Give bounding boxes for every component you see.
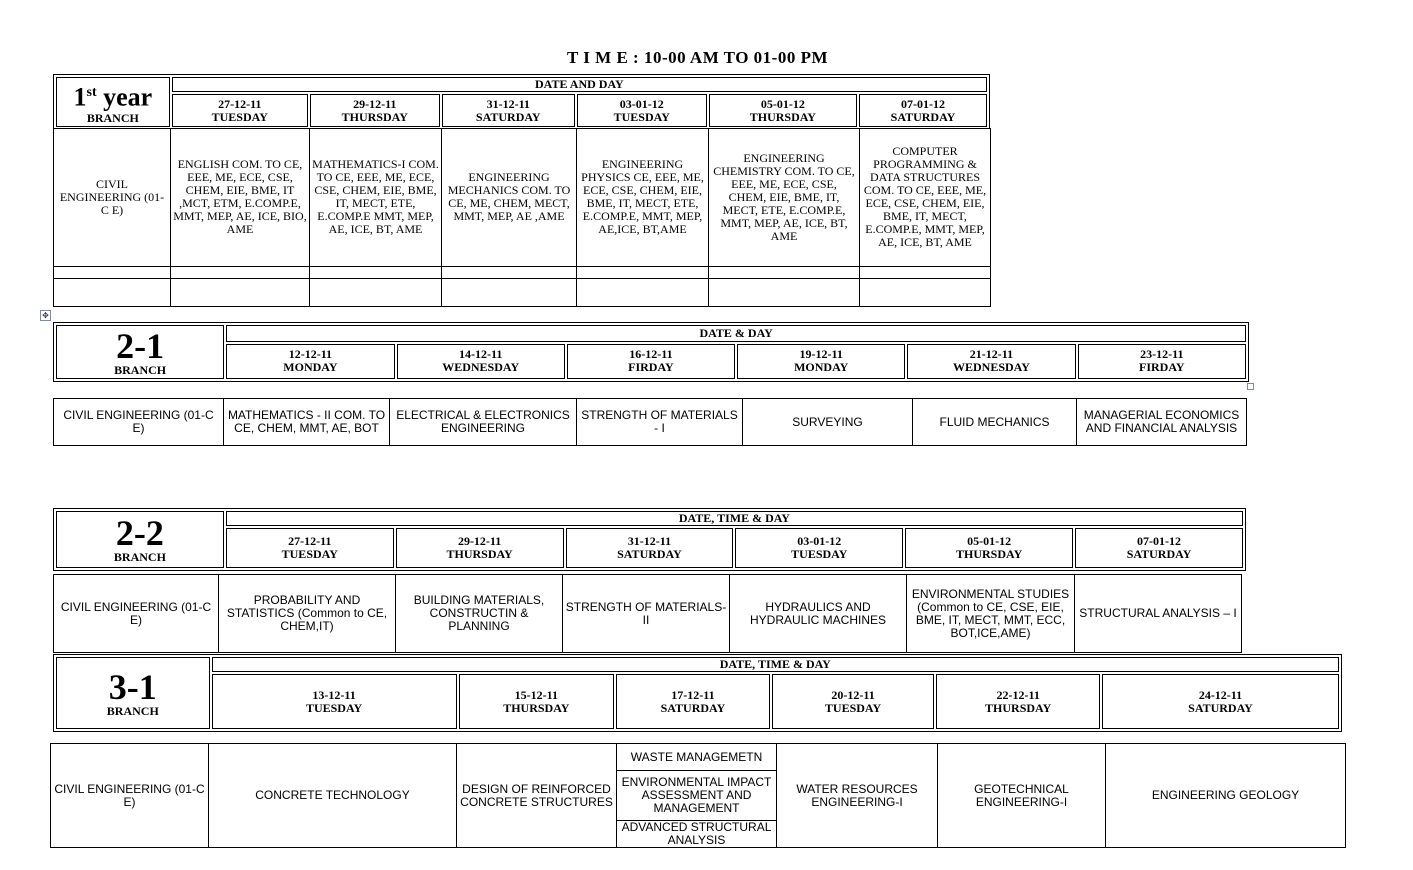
sem-3-1-subjects-table: [50, 743, 1346, 848]
year-label: 1st year: [73, 82, 153, 112]
subject-design-rc-structures: DESIGN OF REINFORCED CONCRETE STRUCTURES: [457, 744, 617, 848]
exam-day: SATURDAY: [660, 700, 726, 715]
sem-2-2-subjects-table: [53, 574, 1242, 653]
subject-cell: STRUCTURAL ANALYSIS – I: [1075, 575, 1242, 653]
date-column-header: [616, 674, 770, 729]
subject-cell: MATHEMATICS - II COM. TO CE, CHEM, MMT, AE, BOT: [224, 399, 390, 446]
exam-date: 19-12-11: [799, 347, 843, 362]
subject-cell: ENGLISH COM. TO CE, EEE, ME, ECE, CSE, CHEM, EIE, BME, IT ,MCT, ETM, E.COMP.E, MMT, MEP, AE, ICE, BIO, AME: [171, 129, 310, 267]
date-column-header: [226, 344, 394, 379]
exam-day: TUESDAY: [211, 109, 268, 124]
exam-date: 21-12-11: [969, 347, 1014, 362]
exam-day: THURSDAY: [749, 109, 816, 124]
exam-day: TUESDAY: [281, 547, 338, 561]
sem-branch-cell: [56, 511, 224, 568]
exam-day: TUESDAY: [305, 700, 363, 715]
exam-date: 31-12-11: [627, 534, 672, 548]
subject-geotechnical: GEOTECHNICAL ENGINEERING-I: [938, 744, 1106, 848]
branch-civil-engineering: CIVIL ENGINEERING (01-C E): [54, 129, 171, 267]
subject-water-resources: WATER RESOURCES ENGINEERING-I: [777, 744, 938, 848]
empty-cell: [54, 266, 171, 278]
empty-cell: [577, 266, 709, 278]
empty-cell: [860, 278, 991, 306]
subject-cell: STRENGTH OF MATERIALS - I: [577, 399, 743, 446]
exam-date: 16-12-11: [629, 347, 673, 362]
date-column-header: [737, 344, 905, 379]
subject-cell: ENGINEERING PHYSICS CE, EEE, ME, ECE, CSE, CHEM, EIE, BME, IT, MECT, ETE, E.COMP.E, MMT, MEP, AE,ICE, BT,AME: [577, 129, 709, 267]
exam-date: 07-01-12: [900, 96, 945, 111]
exam-date: 23-12-11: [1140, 347, 1184, 362]
exam-day: SATURDAY: [1126, 547, 1192, 561]
exam-day: SATURDAY: [890, 109, 956, 124]
date-column-header: [735, 528, 903, 568]
branch-civil-engineering: CIVIL ENGINEERING (01-C E): [54, 399, 224, 446]
date-and-day-header: DATE, TIME & DAY: [212, 657, 1339, 672]
semester-code: 2-2: [115, 513, 164, 553]
semester-code: 3-1: [108, 666, 157, 707]
date-column-header: [905, 528, 1073, 568]
exam-day: THURSDAY: [446, 547, 513, 561]
subject-engineering-geology: ENGINEERING GEOLOGY: [1106, 744, 1346, 848]
branch-civil-engineering: CIVIL ENGINEERING (01-C E): [54, 575, 219, 653]
date-column-header: [396, 528, 564, 568]
empty-cell: [171, 278, 310, 306]
branch-civil-engineering: CIVIL ENGINEERING (01-C E): [51, 744, 209, 848]
first-year-subjects-table: [53, 128, 991, 307]
date-and-day-header: DATE, TIME & DAY: [226, 511, 1243, 526]
date-column-header: [567, 344, 735, 379]
exam-day: WEDNESDAY: [442, 360, 520, 375]
date-column-header: [772, 674, 935, 729]
date-and-day-header: DATE & DAY: [226, 325, 1246, 342]
date-column-header: [1078, 344, 1246, 379]
date-column-header: [907, 344, 1075, 379]
sem-2-1-subjects-table: [53, 398, 1247, 446]
empty-cell: [709, 278, 860, 306]
exam-date: 27-12-11: [218, 96, 262, 111]
table-move-handle-icon[interactable]: ✥: [40, 310, 51, 321]
empty-cell: [709, 266, 860, 278]
date-and-day-header: DATE AND DAY: [172, 77, 987, 92]
subject-concrete-technology: CONCRETE TECHNOLOGY: [209, 744, 457, 848]
date-column-header: [1102, 674, 1339, 729]
date-column-header: [859, 94, 987, 127]
subject-cell: ENVIRONMENTAL STUDIES (Common to CE, CSE, EIE, BME, IT, MECT, MMT, ECC, BOT,ICE,AME): [907, 575, 1075, 653]
subject-cell: MATHEMATICS-I COM. TO CE, EEE, ME, ECE, CSE, CHEM, EIE, BME, IT, MECT, ETE, E.COMP.E MMT, MEP, AE, ICE, BT, AME: [310, 129, 442, 267]
exam-date: 29-12-11: [353, 96, 397, 111]
exam-day: WEDNESDAY: [953, 360, 1030, 375]
elective-advanced-structural: ADVANCED STRUCTURAL ANALYSIS: [617, 821, 777, 848]
empty-cell: [442, 266, 577, 278]
subject-cell: FLUID MECHANICS: [913, 399, 1077, 446]
date-column-header: [577, 94, 707, 127]
sem-branch-cell: [56, 325, 224, 379]
subject-cell: MANAGERIAL ECONOMICS AND FINANCIAL ANALYSIS: [1077, 399, 1247, 446]
exam-day: THURSDAY: [985, 700, 1052, 715]
exam-date: 24-12-11: [1198, 687, 1243, 702]
exam-day: SATURDAY: [475, 109, 541, 124]
date-column-header: [397, 344, 565, 379]
subject-cell: ELECTRICAL & ELECTRONICS ENGINEERING: [390, 399, 577, 446]
date-column-header: [566, 528, 734, 568]
empty-cell: [860, 266, 991, 278]
empty-cell: [310, 278, 442, 306]
branch-label: BRANCH: [114, 362, 167, 377]
date-column-header: [172, 94, 308, 127]
exam-date: 03-01-12: [619, 96, 664, 111]
exam-date: 05-01-12: [760, 96, 805, 111]
exam-date: 13-12-11: [312, 687, 356, 702]
exam-day: TUESDAY: [613, 109, 670, 124]
date-column-header: [310, 94, 440, 127]
exam-date: 05-01-12: [967, 534, 1012, 548]
subject-cell: HYDRAULICS AND HYDRAULIC MACHINES: [730, 575, 907, 653]
branch-label: BRANCH: [106, 703, 159, 718]
branch-label: BRANCH: [113, 550, 166, 564]
exam-date: 22-12-11: [996, 687, 1040, 702]
exam-date: 03-01-12: [797, 534, 842, 548]
date-column-header: [1075, 528, 1243, 568]
date-column-header: [936, 674, 1100, 729]
exam-date: 29-12-11: [457, 534, 502, 548]
exam-day: THURSDAY: [503, 700, 570, 715]
empty-cell: [54, 278, 171, 306]
date-column-header: [226, 528, 394, 568]
exam-date: 17-12-11: [671, 687, 715, 702]
first-year-header-table: [53, 74, 990, 130]
sem-2-1-header-table: [53, 322, 1249, 382]
empty-cell: [577, 278, 709, 306]
sem-2-2-header-table: [53, 508, 1246, 571]
exam-day: THURSDAY: [956, 547, 1023, 561]
table-resize-handle[interactable]: [1247, 383, 1254, 390]
subject-cell: SURVEYING: [743, 399, 913, 446]
exam-date: 12-12-11: [288, 347, 333, 362]
sem-branch-cell: [56, 657, 210, 729]
exam-day: SATURDAY: [617, 547, 682, 561]
exam-day: SATURDAY: [1188, 700, 1253, 715]
semester-code: 2-1: [116, 325, 165, 366]
date-column-header: [442, 94, 575, 127]
exam-day: TUESDAY: [824, 700, 882, 715]
empty-cell: [171, 266, 310, 278]
subject-cell: PROBABILITY AND STATISTICS (Common to CE, CHEM,IT): [219, 575, 396, 653]
date-column-header: [212, 674, 457, 729]
elective-environmental-impact: ENVIRONMENTAL IMPACT ASSESSMENT AND MANAGEMENT: [617, 771, 777, 821]
exam-day: TUESDAY: [791, 547, 848, 561]
date-column-header: [709, 94, 857, 127]
subject-cell: COMPUTER PROGRAMMING & DATA STRUCTURES COM. TO CE, EEE, ME, ECE, CSE, CHEM, EIE, BME, IT, MECT, E.COMP.E, MMT, MEP, AE, ICE, BT, AME: [860, 129, 991, 267]
empty-cell: [310, 266, 442, 278]
sem-3-1-header-table: [53, 654, 1342, 732]
exam-day: MONDAY: [283, 360, 338, 375]
exam-day: FIRDAY: [628, 360, 674, 375]
exam-date: 31-12-11: [486, 96, 530, 111]
exam-day: MONDAY: [794, 360, 849, 375]
elective-waste-management: WASTE MANAGEMETN: [617, 744, 777, 771]
exam-date: 27-12-11: [288, 534, 332, 548]
subject-cell: STRENGTH OF MATERIALS-II: [563, 575, 730, 653]
empty-cell: [442, 278, 577, 306]
subject-cell: ENGINEERING CHEMISTRY COM. TO CE, EEE, ME, ECE, CSE, CHEM, EIE, BME, IT, MECT, ETE, E.COMP.E, MMT, MEP, AE, ICE, BT, AME: [709, 129, 860, 267]
exam-time-heading: T I M E : 10-00 AM TO 01-00 PM: [567, 48, 829, 67]
exam-day: FIRDAY: [1139, 360, 1185, 375]
exam-date: 07-01-12: [1137, 534, 1182, 548]
exam-day: THURSDAY: [341, 109, 408, 124]
branch-label: BRANCH: [86, 110, 139, 125]
exam-date: 14-12-11: [458, 347, 503, 362]
exam-date: 15-12-11: [514, 687, 558, 702]
subject-cell: BUILDING MATERIALS, CONSTRUCTIN & PLANNING: [396, 575, 563, 653]
year-branch-cell: [56, 77, 170, 127]
date-column-header: [459, 674, 615, 729]
exam-date: 20-12-11: [831, 687, 875, 702]
subject-cell: ENGINEERING MECHANICS COM. TO CE, ME, CHEM, MECT, MMT, MEP, AE ,AME: [442, 129, 577, 267]
